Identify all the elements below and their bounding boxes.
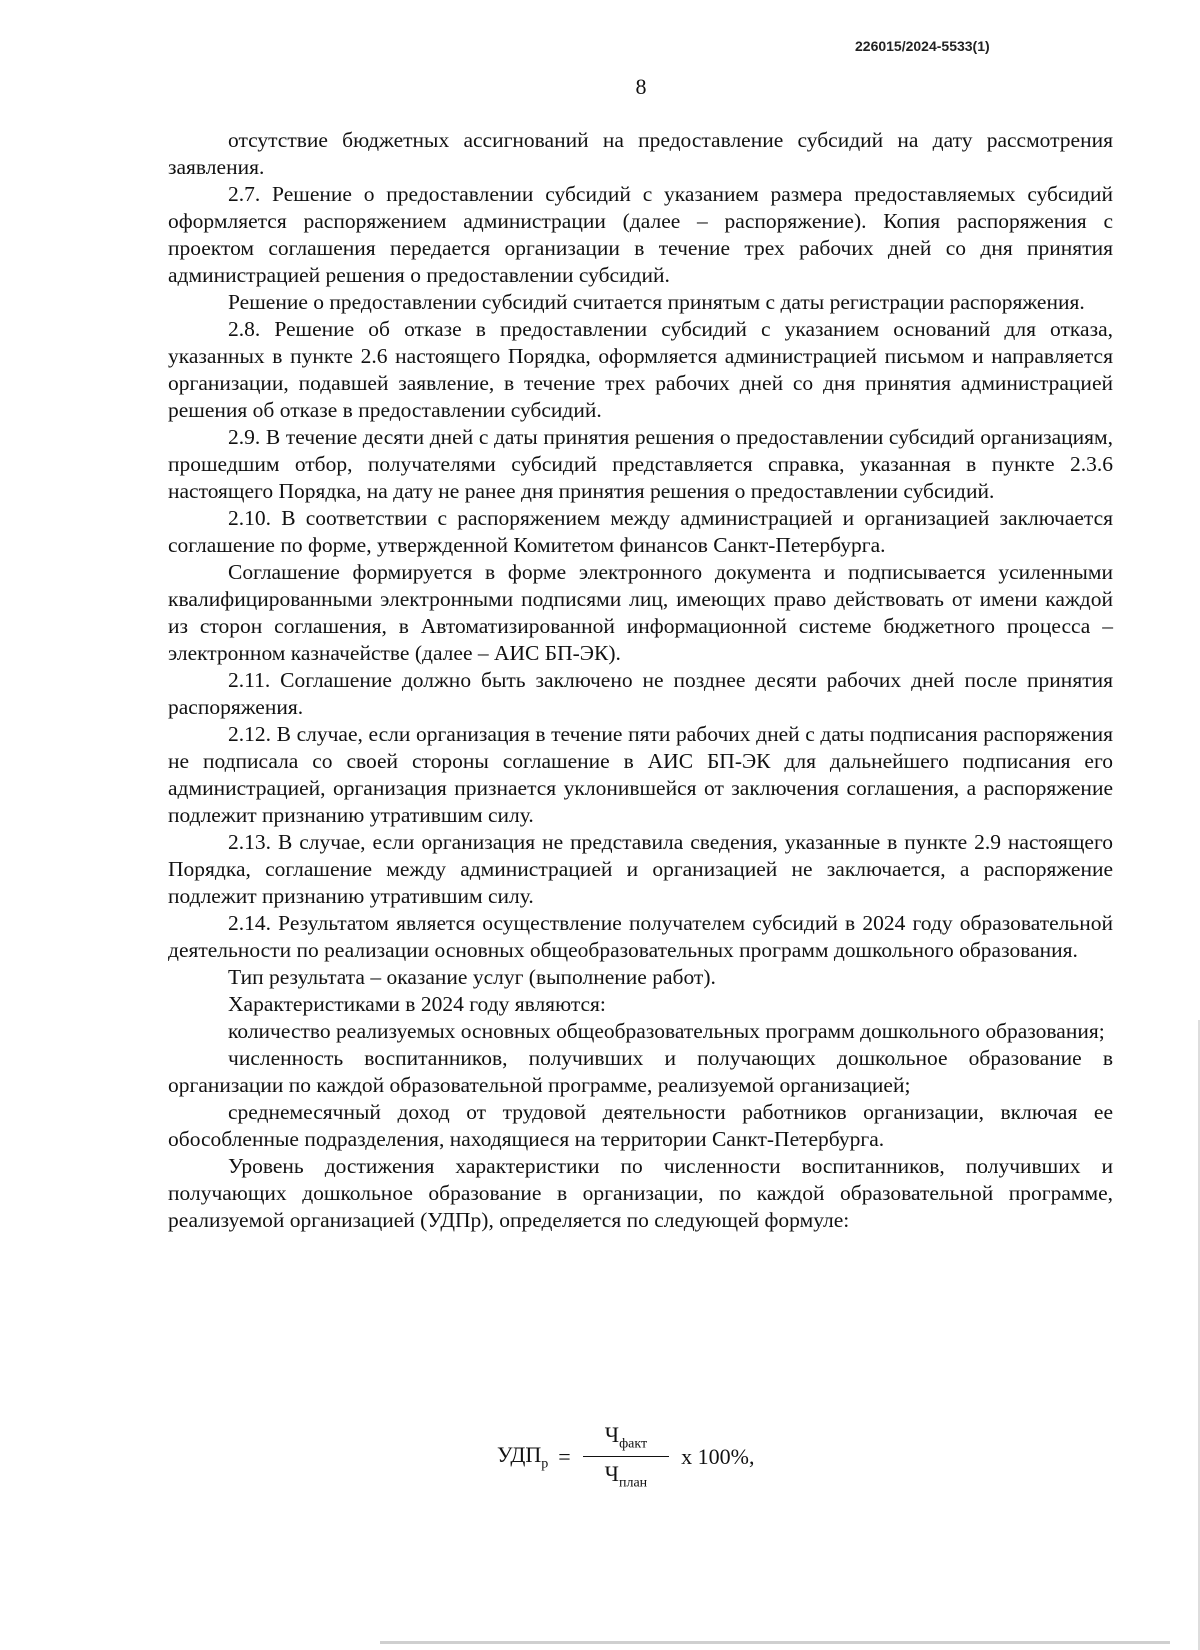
formula-denominator: $Ч_{план}$ bbox=[604, 1461, 648, 1491]
paragraph-2-14: 2.14. Результатом является осуществление получателем субсидий в 2024 году образовательной деятельности по реализации основных общеобразовательных программ дошкольного образования. bbox=[168, 911, 1113, 962]
formula-lhs: $УДП_р$ bbox=[497, 1441, 549, 1472]
paragraph: Тип результата – оказание услуг (выполнение работ). bbox=[228, 965, 716, 989]
formula-equals: = bbox=[558, 1443, 571, 1469]
formula bbox=[497, 1422, 755, 1492]
paragraph-2-8: 2.8. Решение об отказе в предоставлении субсидий с указанием оснований для отказа, указанных в пункте 2.6 настоящего Порядка, оформляется администрацией письмом и направляется организации, подавшей заявление, в течение трех рабочих дней со дня принятия администрацией решения об отказе в предоставлении субсидий. bbox=[168, 317, 1113, 422]
paragraph-2-11: 2.11. Соглашение должно быть заключено не позднее десяти рабочих дней после принятия распоряжения. bbox=[168, 668, 1113, 719]
paragraph: Решение о предоставлении субсидий считается принятым с даты регистрации распоряжения. bbox=[228, 290, 1085, 314]
paragraph-2-9: 2.9. В течение десяти дней с даты принятия решения о предоставлении субсидий организациям, прошедшим отбор, получателями субсидий представляется справка, указанная в пункте 2.3.6 настоящего Порядка, на дату не ранее дня принятия решения о предоставлении субсидий. bbox=[168, 425, 1113, 503]
list-item: численность воспитанников, получивших и получающих дошкольное образование в организации по каждой образовательной программе, реализуемой организацией; bbox=[168, 1046, 1113, 1097]
page-number: 8 bbox=[635, 74, 647, 99]
list-item: среднемесячный доход от трудовой деятельности работников организации, включая ее обособленные подразделения, находящиеся на территории Санкт-Петербурга. bbox=[168, 1100, 1113, 1151]
document-registration-number: 226015/2024-5533(1) bbox=[855, 38, 990, 54]
formula-multiplier: х 100%, bbox=[681, 1443, 755, 1469]
paragraph: Соглашение формируется в форме электронного документа и подписывается усиленными квалифицированными электронными подписями лиц, имеющих право действовать от имени каждой из сторон соглашения, в Автоматизированной информационной системе бюджетного процесса – электронном казначействе (далее – АИС БП-ЭК). bbox=[168, 560, 1113, 665]
paragraph: отсутствие бюджетных ассигнований на предоставление субсидий на дату рассмотрения заявления. bbox=[168, 128, 1113, 179]
paragraph: Характеристиками в 2024 году являются: bbox=[228, 992, 606, 1016]
formula-numerator: $Ч_{факт}$ bbox=[583, 1422, 669, 1457]
document-body bbox=[168, 127, 1113, 1234]
list-item: количество реализуемых основных общеобразовательных программ дошкольного образования; bbox=[228, 1019, 1105, 1043]
scan-edge-line bbox=[380, 1641, 1170, 1644]
paragraph-2-12: 2.12. В случае, если организация в течение пяти рабочих дней с даты подписания распоряжения не подписала со своей стороны соглашение в АИС БП-ЭК для дальнейшего подписания его администрацией, организация признается уклонившейся от заключения соглашения, а распоряжение подлежит признанию утратившим силу. bbox=[168, 722, 1113, 827]
formula-fraction bbox=[583, 1422, 670, 1492]
paragraph: Уровень достижения характеристики по численности воспитанников, получивших и получающих дошкольное образование в организации, по каждой образовательной программе, реализуемой организацией (УДПр), определяется по следующей формуле: bbox=[168, 1154, 1113, 1232]
paragraph-2-7: 2.7. Решение о предоставлении субсидий с указанием размера предоставляемых субсидий оформляется распоряжением администрации (далее – распоряжение). Копия распоряжения с проектом соглашения передается организации в течение трех рабочих дней со дня принятия администрацией решения о предоставлении субсидий. bbox=[168, 182, 1113, 287]
paragraph-2-13: 2.13. В случае, если организация не представила сведения, указанные в пункте 2.9 настоящего Порядка, соглашение между администрацией и организацией не заключается, а распоряжение подлежит признанию утратившим силу. bbox=[168, 830, 1113, 908]
paragraph-2-10: 2.10. В соответствии с распоряжением между администрацией и организацией заключается соглашение по форме, утвержденной Комитетом финансов Санкт-Петербурга. bbox=[168, 506, 1113, 557]
